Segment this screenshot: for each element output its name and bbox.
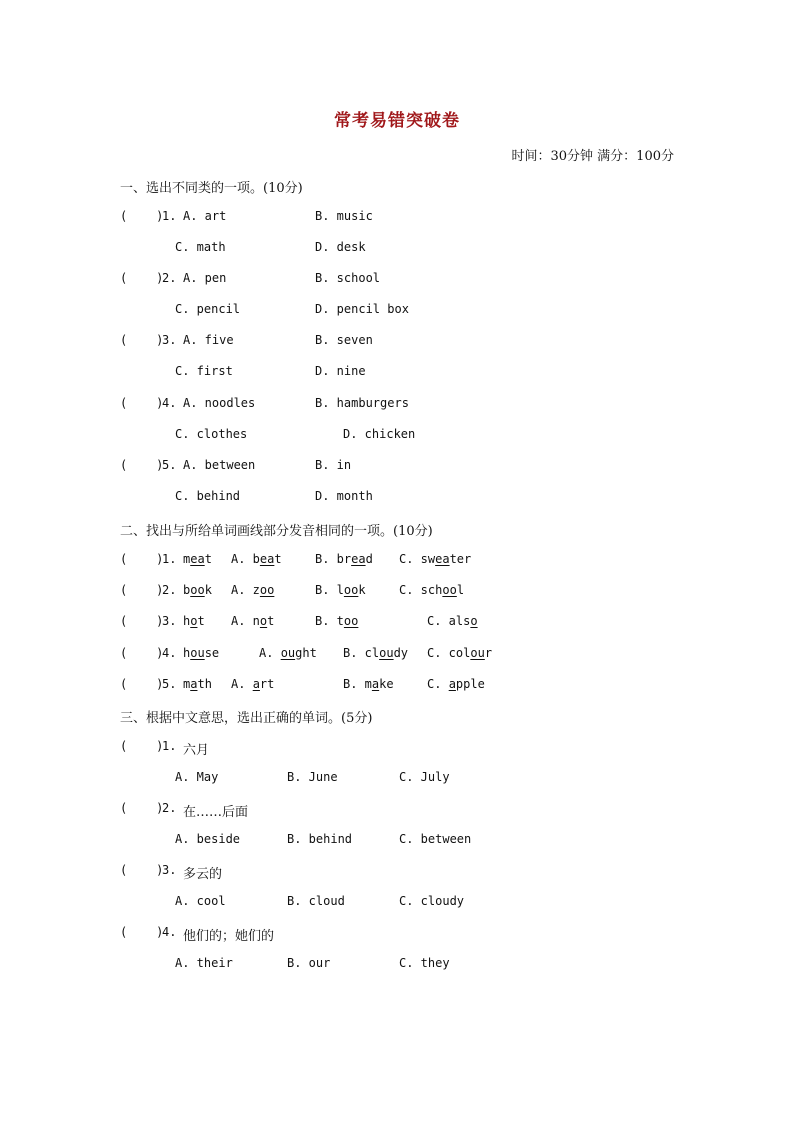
underlined-part: o	[259, 614, 268, 628]
option-c	[427, 677, 485, 691]
option-b: B. seven	[315, 333, 373, 347]
word-part: rt	[259, 677, 275, 691]
word-part: t	[197, 614, 205, 628]
word-part: t	[274, 552, 282, 566]
underlined-part: a	[190, 677, 198, 691]
answer-blank: ( )	[120, 739, 164, 753]
word-part: C. als	[427, 614, 471, 628]
question-number: 1.	[162, 552, 177, 566]
word-part: t	[267, 614, 275, 628]
underlined-part: oo	[442, 583, 457, 597]
answer-blank: ( )	[120, 583, 164, 597]
option-a: A. art	[183, 209, 227, 223]
answer-blank: ( )	[120, 646, 164, 660]
question-number: 5.	[162, 677, 177, 691]
answer-blank: ( )	[120, 396, 164, 410]
option-a: A. beside	[175, 832, 241, 846]
option-d: D. nine	[315, 364, 366, 378]
question-number: 2.	[162, 583, 177, 597]
word-part: se	[204, 646, 220, 660]
option-d: D. chicken	[343, 427, 416, 441]
underlined-part: ea	[259, 552, 275, 566]
underlined-part: o	[470, 614, 478, 628]
answer-blank: ( )	[120, 925, 164, 939]
option-d: D. desk	[315, 240, 366, 254]
question-number: 1.	[162, 739, 177, 753]
question-number: 3.	[162, 863, 177, 877]
option-b: B. behind	[287, 832, 353, 846]
question-number: 4.	[162, 925, 177, 939]
option-b: B. school	[315, 271, 381, 285]
option-b	[315, 552, 373, 566]
underlined-part: a	[252, 677, 260, 691]
option-c: C. behind	[175, 489, 241, 503]
target-word	[183, 552, 212, 566]
option-a: A. noodles	[183, 396, 256, 410]
option-a	[231, 614, 274, 628]
target-word	[183, 677, 212, 691]
underlined-part: ea	[190, 552, 205, 566]
underlined-part: oo	[343, 614, 359, 628]
option-b: B. hamburgers	[315, 396, 409, 410]
section-3-heading: 三、根据中文意思，选出正确的单词。(5分)	[120, 711, 373, 726]
underlined-part: oo	[190, 583, 205, 597]
word-part: th	[197, 677, 212, 691]
section-1-heading: 一、选出不同类的一项。(10分)	[120, 181, 303, 196]
question-number: 4.	[162, 646, 177, 660]
option-d: D. month	[315, 489, 373, 503]
word-part: t	[204, 552, 212, 566]
option-b: B. in	[315, 458, 352, 472]
underlined-part: a	[371, 677, 380, 691]
target-word	[183, 583, 212, 597]
option-b: B. cloud	[287, 894, 345, 908]
target-word	[183, 614, 205, 628]
option-a: A. May	[175, 770, 219, 784]
word-part: l	[456, 583, 465, 597]
word-part: B. t	[315, 614, 344, 628]
underlined-part: ou	[190, 646, 205, 660]
underlined-part: ea	[435, 552, 450, 566]
exam-meta: 时间：30分钟 满分：100分	[511, 149, 674, 164]
answer-blank: ( )	[120, 333, 164, 347]
word-part: h	[183, 614, 191, 628]
option-a: A. cool	[175, 894, 226, 908]
word-part: pple	[455, 677, 485, 691]
answer-blank: ( )	[120, 271, 164, 285]
word-part: B. br	[315, 552, 352, 566]
question-number: 2.	[162, 271, 177, 285]
option-c: C. pencil	[175, 302, 241, 316]
option-c: C. cloudy	[399, 894, 465, 908]
option-c: C. clothes	[175, 427, 248, 441]
option-b: B. our	[287, 956, 331, 970]
option-b	[315, 583, 366, 597]
answer-blank: ( )	[120, 614, 164, 628]
answer-blank: ( )	[120, 458, 164, 472]
word-part: B. cl	[343, 646, 380, 660]
word-part: C. sw	[399, 552, 436, 566]
section-2-heading: 二、找出与所给单词画线部分发音相同的一项。(10分)	[120, 524, 433, 539]
word-part: A.	[231, 677, 253, 691]
underlined-part: oo	[343, 583, 359, 597]
chinese-meaning: 在……后面	[183, 805, 249, 820]
option-b	[343, 646, 408, 660]
chinese-meaning: 多云的	[183, 867, 223, 882]
chinese-meaning: 六月	[183, 743, 210, 758]
option-a	[231, 552, 282, 566]
answer-blank: ( )	[120, 552, 164, 566]
word-part: C.	[427, 677, 449, 691]
option-b: B. music	[315, 209, 373, 223]
word-part: A. b	[231, 552, 260, 566]
underlined-part: a	[448, 677, 456, 691]
option-a	[231, 583, 274, 597]
word-part: ght	[295, 646, 317, 660]
option-c: C. math	[175, 240, 226, 254]
question-number: 1.	[162, 209, 177, 223]
word-part: C. sch	[399, 583, 443, 597]
answer-blank: ( )	[120, 209, 164, 223]
underlined-part: ou	[379, 646, 394, 660]
underlined-part: ou	[470, 646, 485, 660]
option-b	[343, 677, 394, 691]
word-part: r	[484, 646, 493, 660]
question-number: 5.	[162, 458, 177, 472]
option-a: A. pen	[183, 271, 227, 285]
word-part: b	[183, 583, 191, 597]
option-c	[399, 583, 464, 597]
word-part: h	[183, 646, 191, 660]
option-a	[259, 646, 317, 660]
option-c: C. first	[175, 364, 233, 378]
option-b: B. June	[287, 770, 338, 784]
underlined-part: o	[190, 614, 198, 628]
question-number: 2.	[162, 801, 177, 815]
word-part: A. z	[231, 583, 260, 597]
option-c	[399, 552, 471, 566]
word-part: C. col	[427, 646, 471, 660]
option-a	[231, 677, 274, 691]
chinese-meaning: 他们的；她们的	[183, 929, 275, 944]
option-c	[427, 646, 492, 660]
word-part: B. m	[343, 677, 372, 691]
option-c: C. they	[399, 956, 450, 970]
option-d: D. pencil box	[315, 302, 409, 316]
option-a: A. their	[175, 956, 233, 970]
option-c: C. July	[399, 770, 450, 784]
underlined-part: ea	[351, 552, 366, 566]
word-part: B. l	[315, 583, 344, 597]
target-word	[183, 646, 219, 660]
question-number: 3.	[162, 614, 177, 628]
answer-blank: ( )	[120, 677, 164, 691]
underlined-part: ou	[280, 646, 296, 660]
answer-blank: ( )	[120, 801, 164, 815]
word-part: d	[365, 552, 373, 566]
page-title: 常考易错突破卷	[334, 111, 460, 131]
option-b	[315, 614, 358, 628]
underlined-part: oo	[259, 583, 275, 597]
word-part: k	[204, 583, 212, 597]
word-part: k	[358, 583, 366, 597]
word-part: ke	[379, 677, 394, 691]
answer-blank: ( )	[120, 863, 164, 877]
option-a: A. between	[183, 458, 256, 472]
option-a: A. five	[183, 333, 234, 347]
question-number: 3.	[162, 333, 177, 347]
word-part: dy	[393, 646, 409, 660]
word-part: A.	[259, 646, 281, 660]
option-c: C. between	[399, 832, 472, 846]
question-number: 4.	[162, 396, 177, 410]
word-part: ter	[449, 552, 472, 566]
word-part: m	[183, 677, 191, 691]
word-part: m	[183, 552, 191, 566]
word-part: A. n	[231, 614, 260, 628]
option-c	[427, 614, 478, 628]
